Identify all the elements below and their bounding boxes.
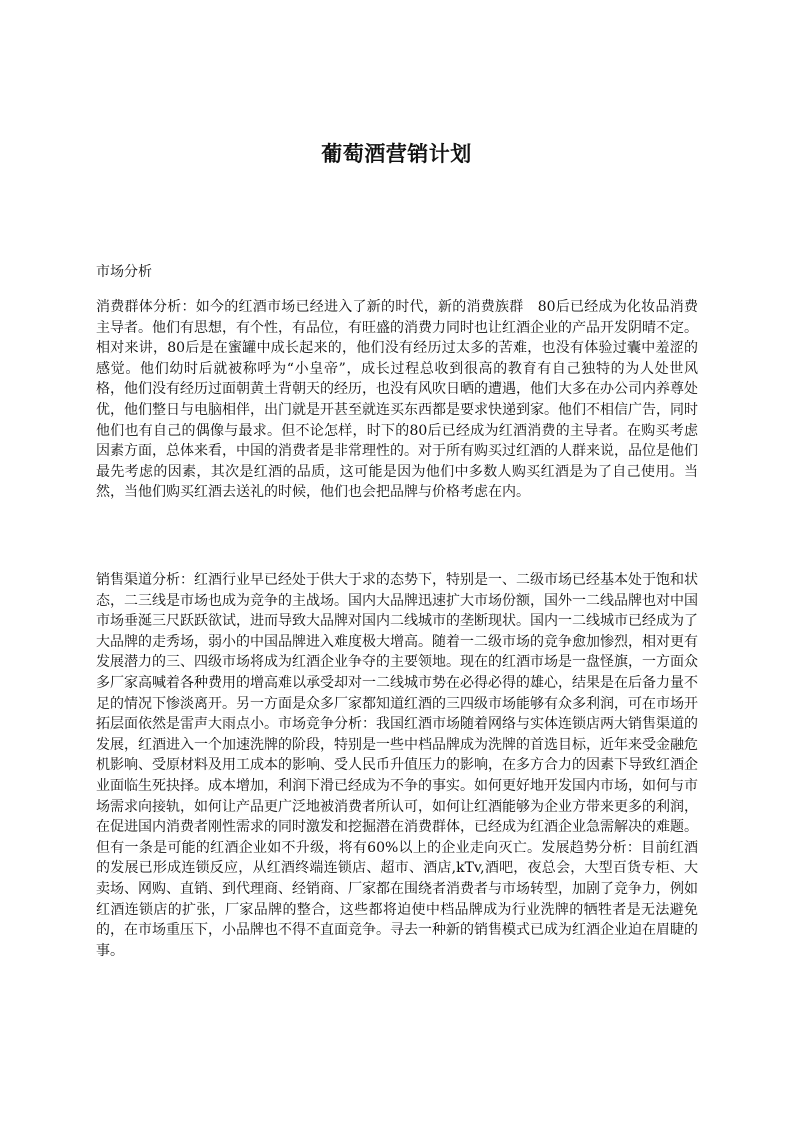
document-title: 葡萄酒营销计划: [321, 142, 472, 166]
paragraph-consumer-analysis: 消费群体分析：如今的红酒市场已经进入了新的时代，新的消费族群 80后已经成为化妆品消费主导者。他们有思想，有个性，有品位，有旺盛的消费力同时也让红酒企业的产品开发阴晴不定。相对来讲，80后是在蜜罐中成长起来的，他们没有经历过太多的苦难，也没有体验过囊中羞涩的感觉。他们幼时后就被称呼为“小皇帝”，成长过程总收到很高的教育有自己独特的为人处世风格，他们没有经历过面朝黄土背朝天的经历，也没有风吹日晒的遭遇，他们大多在办公司内养尊处优，他们整日与电脑相伴，出门就是开甚至就连买东西都是要求快递到家。他们不相信广告，同时他们也有自己的偶像与最求。但不论怎样，时下的80后已经成为红酒消费的主导者。在购买考虑因素方面，总体来看，中国的消费者是非常理性的。对于所有购买过红酒的人群来说，品位是他们最先考虑的因素，其次是红酒的品质，这可能是因为他们中多数人购买红酒是为了自己使用。当然，当他们购买红酒去送礼的时候，他们也会把品牌与价格考虑在内。: [96, 299, 698, 501]
section-heading: 市场分析: [96, 264, 152, 280]
paragraph-channel-analysis: 销售渠道分析：红酒行业早已经处于供大于求的态势下，特别是一、二级市场已经基本处于饱和状态，二三线是市场也成为竞争的主战场。国内大品牌迅速扩大市场份额，国外一二线品牌也对中国市场垂涎三尺跃跃欲试，进而导致大品牌对国内二线城市的垄断现状。国内一二线城市已经成为了大品牌的走秀场，弱小的中国品牌进入难度极大增高。随着一二级市场的竞争愈加惨烈，相对更有发展潜力的三、四级市场将成为红酒企业争夺的主要领地。现在的红酒市场是一盘怪旗，一方面众多厂家高喊着各种费用的增高难以承受却对一二线城市势在必得必得的雄心，结果是在后备力量不足的情况下惨淡离开。另一方面是众多厂家都知道红酒的三四级市场能够有众多利润，可在市场开拓层面依然是雷声大雨点小。市场竞争分析：我国红酒市场随着网络与实体连锁店两大销售渠道的发展，红酒进入一个加速洗牌的阶段，特别是一些中档品牌成为洗牌的首选目标，近年来受金融危机影响、受原材料及用工成本的影响、受人民币升值压力的影响，在多方合力的因素下导致红酒企业面临生死抉择。成本增加，利润下滑已经成为不争的事实。如何更好地开发国内市场，如何与市场需求向接轨，如何让产品更广泛地被消费者所认可，如何让红酒能够为企业方带来更多的利润，在促进国内消费者刚性需求的同时激发和挖掘潜在消费群体，已经成为红酒企业急需解决的难题。但有一条是可能的红酒企业如不升级，将有60%以上的企业走向灭亡。发展趋势分析：目前红酒的发展已形成连锁反应，从红酒终端连锁店、超市、酒店,kTv,酒吧，夜总会，大型百货专柜、大卖场、网购、直销、到代理商、经销商、厂家都在围绕者消费者与市场转型，加剧了竞争力，例如红酒连锁店的扩张，厂家品牌的整合，这些都将迫使中档品牌成为行业洗牌的牺牲者是无法避免的，在市场重压下，小品牌也不得不直面竞争。寻去一种新的销售模式已成为红酒企业迫在眉睫的事。: [96, 572, 698, 959]
